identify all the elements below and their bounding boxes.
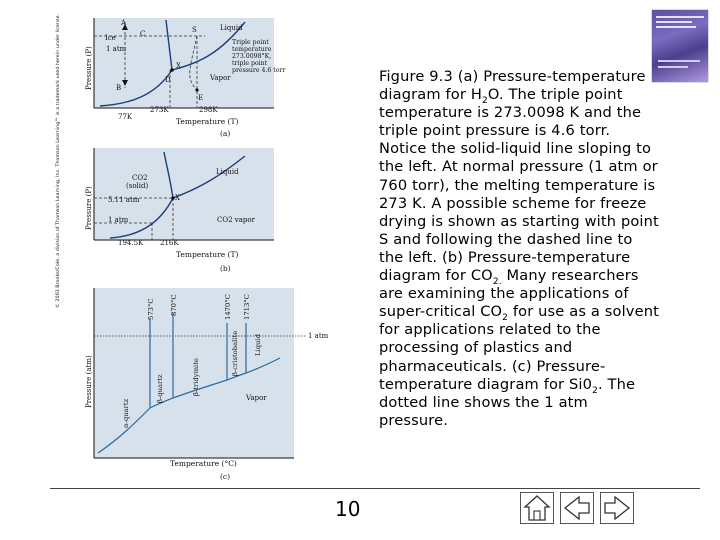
- phase-diagrams-figure: [80, 8, 380, 483]
- temp-1470-label: 1470°C: [224, 294, 232, 320]
- one-atm-label: 1 atm: [106, 45, 127, 53]
- diagram-b-co2: [85, 148, 274, 273]
- sio2-one-atm-label: 1 atm: [308, 332, 329, 340]
- triple-point-marker: [170, 68, 174, 72]
- point-d-label: D: [165, 76, 171, 84]
- caption-part-3: Many researchers are examining the applications of super-critical CO: [379, 267, 639, 321]
- caption-sub-3: 2: [502, 313, 509, 324]
- triple-point-line-4: triple point: [232, 60, 268, 67]
- caption-part-5: . The dotted line shows the 1 atm pressure.: [379, 375, 636, 429]
- caption-sub-2: 2.: [492, 276, 502, 287]
- co2-5atm-label: 5.11 atm: [108, 196, 140, 204]
- point-e-marker: [195, 88, 198, 91]
- diagram-a-h2o: [85, 18, 285, 138]
- tick-273k: 273K: [150, 106, 169, 114]
- cover-title-bar: [656, 16, 704, 18]
- previous-arrow-icon: [561, 493, 593, 523]
- diagram-c-xlabel: Temperature (°C): [170, 459, 237, 468]
- diagram-b-xlabel: Temperature (T): [176, 250, 239, 259]
- footer-divider: [50, 488, 700, 489]
- caption-part-4: for use as a solvent for applications related to the processing of plastics and pharmaceuticals. (c) Pressure-temperature diagram for Si0: [379, 303, 659, 393]
- beta-cristobalite-label: β-cristobalite: [231, 330, 239, 376]
- ice-label: Ice: [105, 34, 116, 42]
- vapor-label: Vapor: [210, 74, 231, 82]
- caption-part-1: Figure 9.3 (a) Pressure-temperature diagram for H: [379, 68, 646, 104]
- temp-573-label: 573°C: [147, 298, 155, 320]
- point-e-label: E: [198, 94, 204, 102]
- tick-77k: 77K: [118, 113, 133, 121]
- figure-caption: [379, 68, 661, 430]
- copyright-text: © 2003 Brooks/Cole, a division of Thomson Learning, Inc. Thomson Learning™ is a trademark used herein under license.: [56, 29, 61, 308]
- co2-liquid-label: Liquid: [216, 168, 239, 176]
- next-slide-button[interactable]: [600, 492, 634, 524]
- temp-870-label: 870°C: [170, 294, 178, 316]
- co2-tick-194k: 194.5K: [118, 239, 144, 247]
- liquid-label: Liquid: [220, 24, 243, 32]
- point-x-label: X: [176, 62, 181, 70]
- caption-sub-4: 2: [592, 385, 598, 396]
- beta-quartz-label: β-quartz: [156, 374, 164, 403]
- triple-point-line-3: 273.0098°K,: [232, 53, 272, 60]
- alpha-quartz-label: α-quartz: [122, 398, 130, 428]
- point-b-label: B: [116, 84, 122, 92]
- diagram-c-ylabel: Pressure (atm): [85, 355, 93, 408]
- diagram-a-xlabel: Temperature (T): [176, 117, 239, 126]
- previous-slide-button[interactable]: [560, 492, 594, 524]
- diagram-c-sio2: [85, 288, 329, 481]
- co2-solid-label-1: CO2: [132, 174, 148, 182]
- cover-title-bar: [656, 21, 692, 23]
- co2-solid-label-2: (solid): [126, 182, 149, 190]
- book-cover-thumbnail: [652, 10, 708, 82]
- co2-1atm-label: 1 atm: [108, 216, 129, 224]
- point-c-label: C: [140, 30, 146, 38]
- point-a-label: A: [121, 19, 127, 27]
- home-button[interactable]: [520, 492, 554, 524]
- triple-point-line-2: temperature: [232, 46, 272, 53]
- beta-tridymite-label: β-tridymite: [192, 358, 200, 396]
- home-icon: [521, 493, 553, 523]
- caption-sub-1: 2: [481, 96, 488, 106]
- cover-author-bar: [658, 66, 688, 68]
- point-s-label: S: [192, 26, 197, 34]
- co2-x-label: X: [175, 194, 180, 202]
- diagram-a-ylabel: Pressure (P): [85, 46, 93, 90]
- co2-vapor-label: CO2 vapor: [217, 216, 255, 224]
- liquid-phase-label: Liquid: [254, 334, 262, 356]
- copyright-notice: [52, 10, 62, 310]
- caption-part-2: O. The triple point temperature is 273.0098 K and the triple point pressure is 4.6 torr. Notice the solid-liquid line sloping to the left. At normal pressure (1 atm or 760 torr), the melting temperature is 273 K. A possible scheme for freeze drying is shown as starting with point S and following the dashed line to the left. (b) Pressure-temperature diagram for CO: [379, 86, 659, 285]
- triple-point-line-1: Triple point: [232, 39, 269, 46]
- tick-298k: 298K: [199, 106, 218, 114]
- diagram-b-label: (b): [220, 264, 231, 273]
- cover-author-bar: [658, 60, 700, 62]
- triple-point-line-5: pressure 4.6 torr: [232, 67, 286, 74]
- sio2-vapor-label: Vapor: [246, 394, 267, 402]
- page-number: 10: [335, 497, 361, 521]
- cover-title-bar: [656, 26, 696, 28]
- temp-1713-label: 1713°C: [243, 294, 251, 320]
- next-arrow-icon: [601, 493, 633, 523]
- co2-tick-216k: 216K: [160, 239, 179, 247]
- diagram-b-ylabel: Pressure (P): [85, 186, 93, 230]
- diagram-c-label: (c): [220, 472, 231, 481]
- diagram-a-label: (a): [220, 129, 231, 138]
